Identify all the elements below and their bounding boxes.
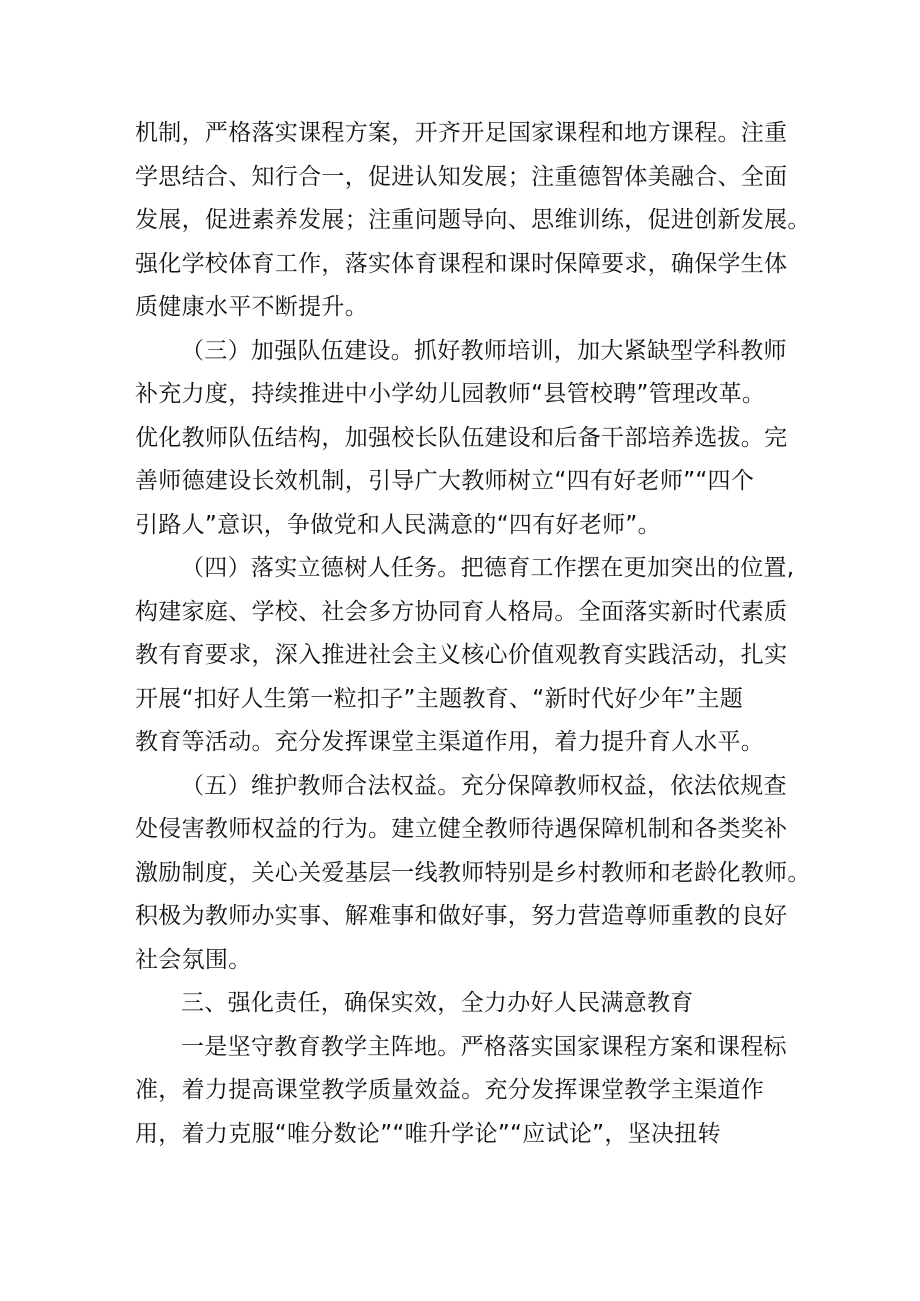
section-heading-line: （五）维护教师合法权益。充分保障教师权益，依法依规查 — [181, 772, 787, 799]
text-line: 开展“扣好人生第一粒扣子”主题教育、“新时代好少年”主题 — [135, 685, 744, 712]
section-heading-line: （四）落实立德树人任务。把德育工作摆在更加突出的位置, — [181, 555, 795, 581]
text-line: 教育等活动。充分发挥课堂主渠道作用，着力提升育人水平。 — [135, 729, 765, 755]
text-line: 发展，促进素养发展；注重问题导向、思维训练，促进创新发展。 — [135, 207, 811, 233]
text-line: 激励制度，关心关爱基层一线教师特别是乡村教师和老龄化教师。 — [135, 859, 811, 886]
chapter-heading-line: 三、强化责任，确保实效，全力办好人民满意教育 — [181, 990, 694, 1016]
text-line: 社会氛围。 — [135, 946, 252, 973]
section-heading-line: （三）加强队伍建设。抓好教师培训，加大紧缺型学科教师 — [181, 337, 787, 364]
text-line: 引路人”意识，争做党和人民满意的“四有好老师”。 — [135, 511, 661, 538]
section-heading-line: 一是坚守教育教学主阵地。严格落实国家课程方案和课程标 — [181, 1033, 787, 1060]
text-line: 补充力度，持续推进中小学幼儿园教师“县管校聘”管理改革。 — [135, 381, 766, 407]
text-line: 学思结合、知行合一，促进认知发展；注重德智体美融合、全面 — [135, 163, 788, 190]
text-line: 善师德建设长效机制，引导广大教师树立“四有好老师”“四个 — [135, 468, 755, 494]
text-line: 优化教师队伍结构，加强校长队伍建设和后备干部培养选拔。完 — [135, 424, 788, 451]
text-line: 积极为教师办实事、解难事和做好事，努力营造尊师重教的良好 — [135, 903, 788, 929]
text-line: 准，着力提高课堂教学质量效益。充分发挥课堂教学主渠道作 — [135, 1077, 765, 1103]
text-line: 强化学校体育工作，落实体育课程和课时保障要求，确保学生体 — [135, 250, 788, 277]
text-line: 处侵害教师权益的行为。建立健全教师待遇保障机制和各类奖补 — [135, 816, 788, 842]
text-line: 质健康水平不断提升。 — [135, 294, 368, 320]
text-line: 用，着力克服“唯分数论”“唯升学论”“应试论”，坚决扭转 — [135, 1120, 721, 1147]
text-line: 构建家庭、学校、社会多方协同育人格局。全面落实新时代素质 — [135, 598, 788, 625]
text-line: 教有育要求，深入推进社会主义核心价值观教育实践活动，扎实 — [135, 642, 788, 668]
body-text — [135, 112, 811, 1156]
text-line: 机制，严格落实课程方案，开齐开足国家课程和地方课程。注重 — [135, 120, 788, 146]
